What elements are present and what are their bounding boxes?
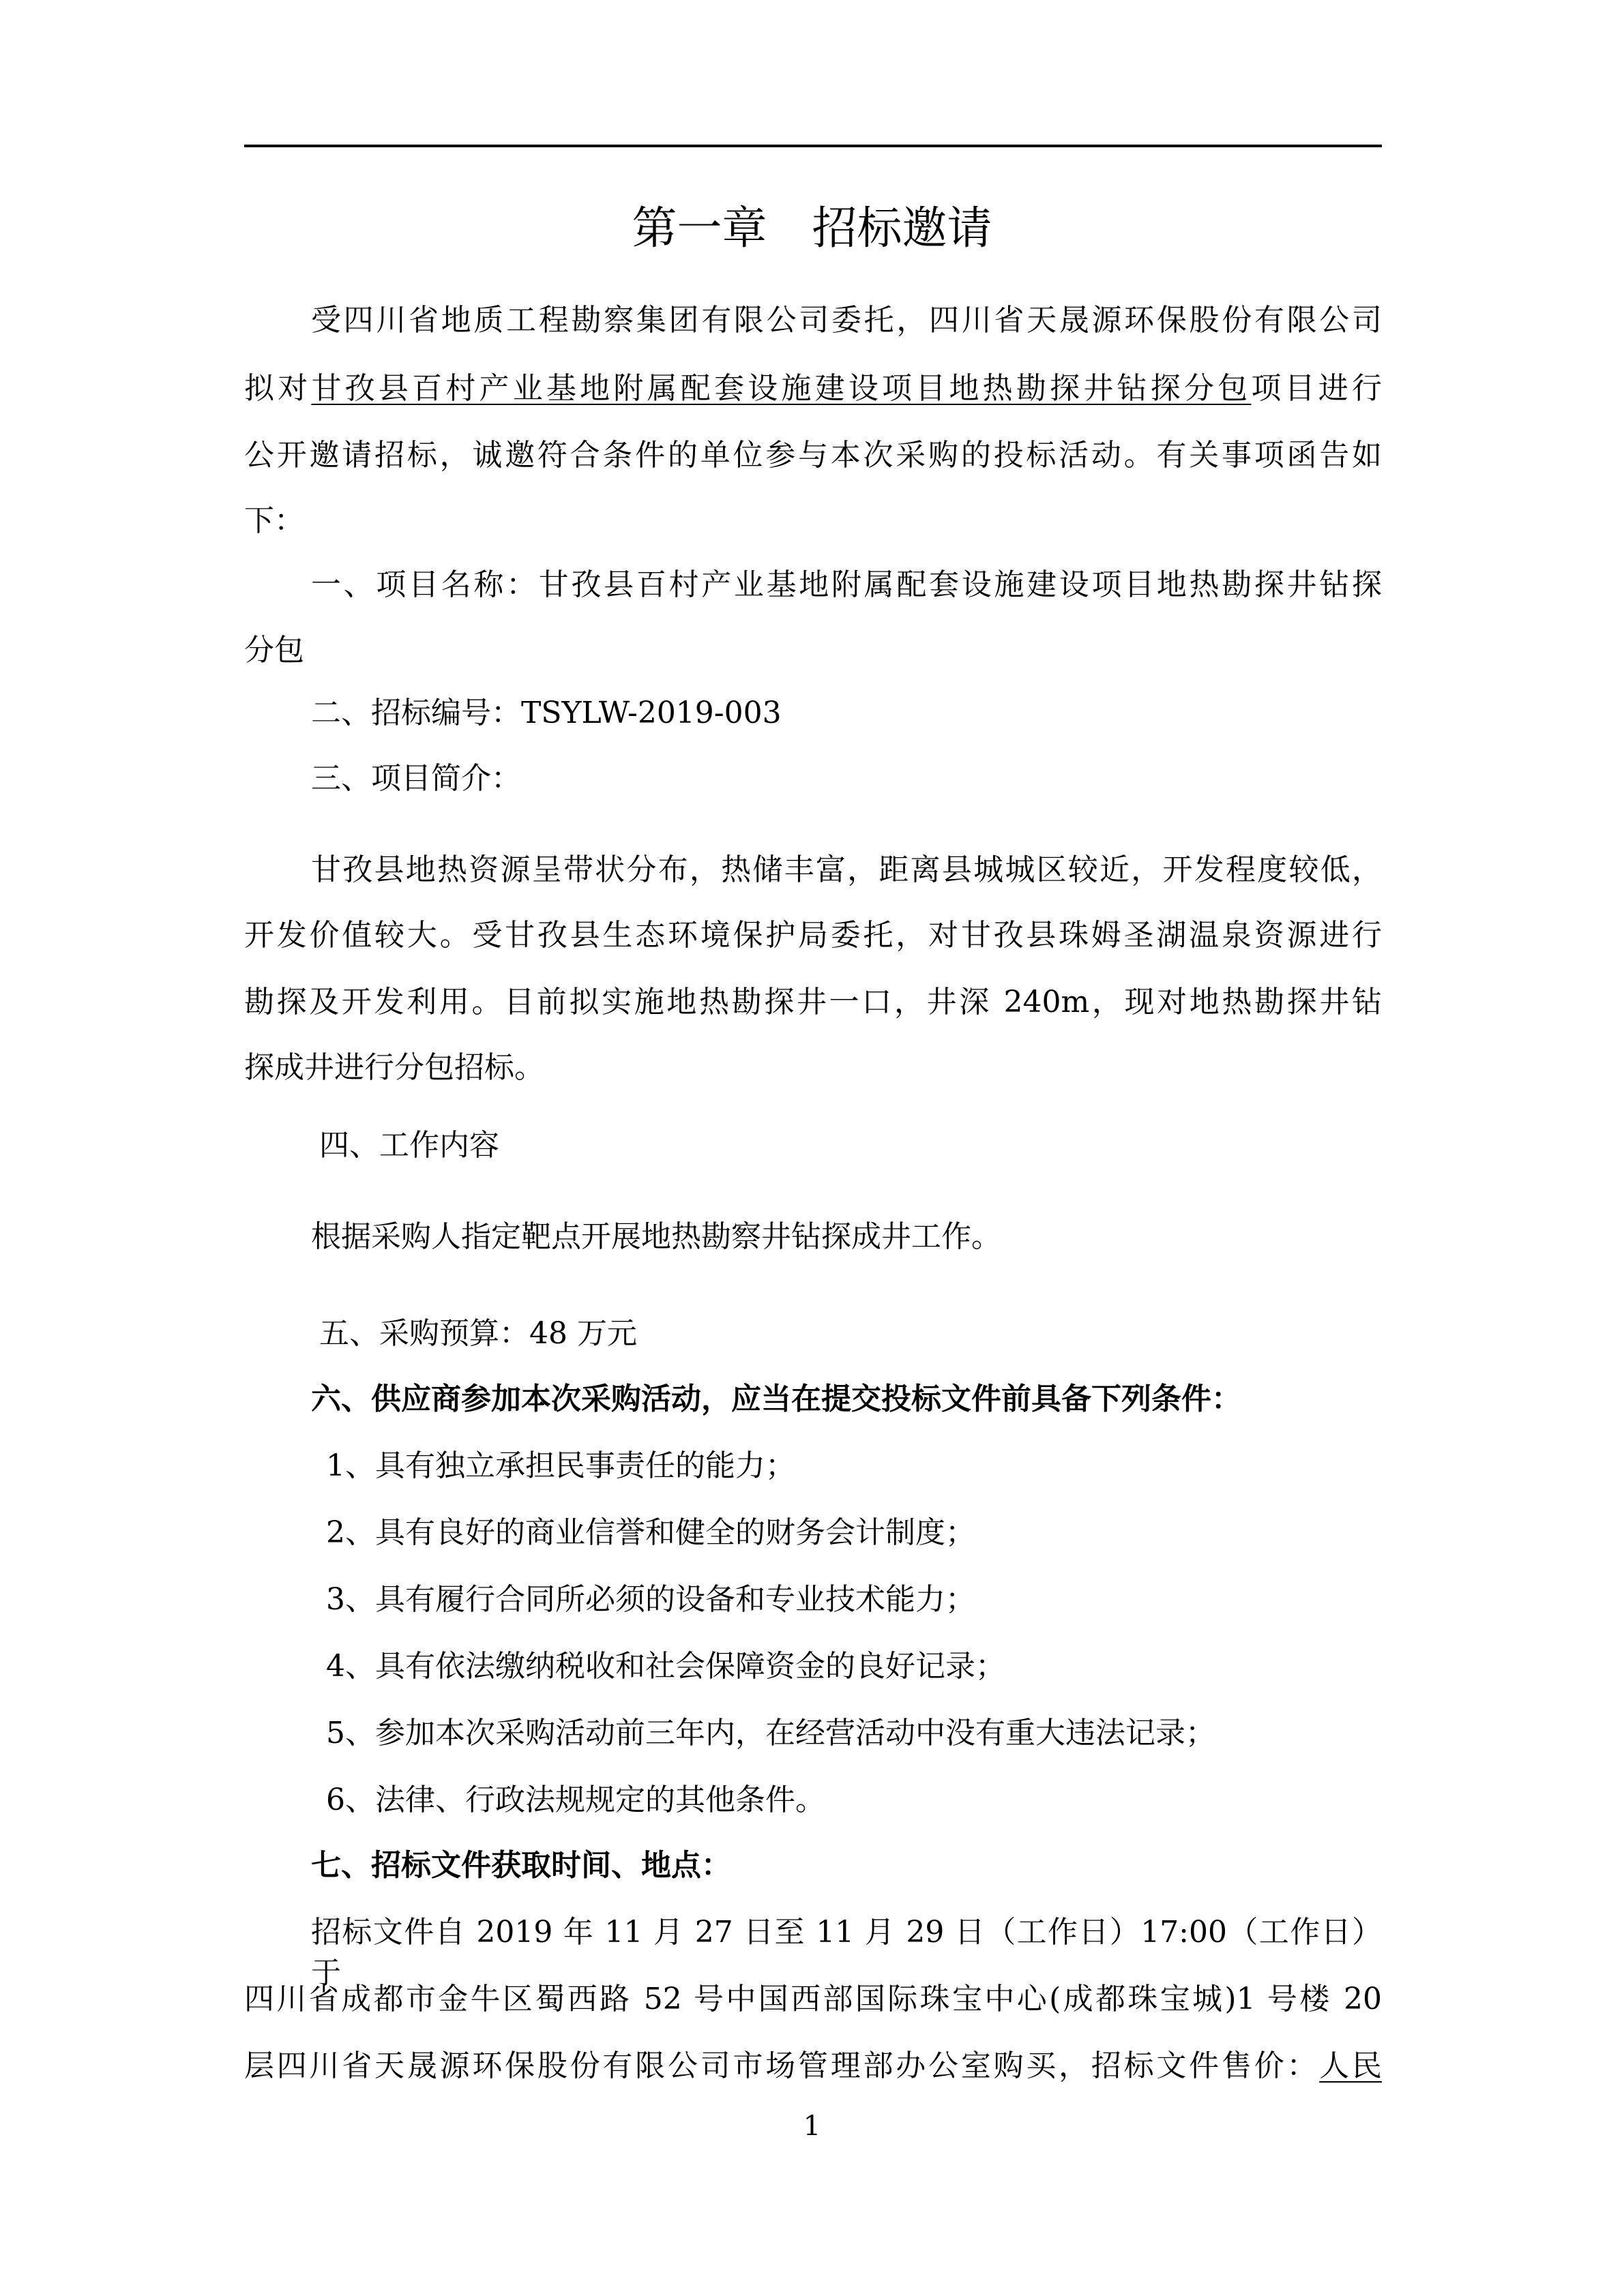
section-5-budget: 五、采购预算：48 万元 bbox=[319, 1316, 637, 1351]
condition-item: 5、参加本次采购活动前三年内，在经营活动中没有重大违法记录； bbox=[326, 1716, 1215, 1750]
condition-item: 3、具有履行合同所必须的设备和专业技术能力； bbox=[326, 1582, 975, 1617]
section-3-body-line-4: 探成井进行分包招标。 bbox=[244, 1050, 544, 1085]
intro-line-3: 公开邀请招标，诚邀符合条件的单位参与本次采购的投标活动。有关事项函告如 bbox=[244, 438, 1382, 473]
intro-line-2 bbox=[244, 368, 1382, 409]
condition-item: 2、具有良好的商业信誉和健全的财务会计制度； bbox=[326, 1515, 975, 1550]
condition-item: 4、具有依法缴纳税收和社会保障资金的良好记录； bbox=[326, 1649, 1005, 1684]
section-7-body-line-2: 四川省成都市金牛区蜀西路 52 号中国西部国际珠宝中心(成都珠宝城)1 号楼 20 bbox=[244, 1982, 1382, 2016]
section-4-heading: 四、工作内容 bbox=[319, 1128, 499, 1163]
chapter-number: 第一章 bbox=[632, 202, 767, 254]
price-underlined: 人民 bbox=[1319, 2048, 1382, 2083]
section-3-body-line-2: 开发价值较大。受甘孜县生态环境保护局委托，对甘孜县珠姆圣湖温泉资源进行 bbox=[244, 918, 1382, 953]
section-3-body-line-3: 勘探及开发利用。目前拟实施地热勘探井一口，井深 240m，现对地热勘探井钻 bbox=[244, 985, 1382, 1019]
section-7-body-line-1: 招标文件自 2019 年 11 月 27 日至 11 月 29 日（工作日）17:00（工作日）于 bbox=[311, 1915, 1382, 1991]
section-3-body-line-1: 甘孜县地热资源呈带状分布，热储丰富，距离县城城区较近，开发程度较低， bbox=[311, 852, 1382, 887]
section-2-tender-number: 二、招标编号：TSYLW-2019-003 bbox=[311, 696, 782, 730]
section-6-heading: 六、供应商参加本次采购活动，应当在提交投标文件前具备下列条件： bbox=[311, 1382, 1241, 1416]
section-1-line-2: 分包 bbox=[244, 633, 304, 668]
condition-item: 1、具有独立承担民事责任的能力； bbox=[326, 1448, 795, 1483]
section-3-heading: 三、项目简介： bbox=[311, 761, 521, 796]
project-name-underlined: 甘孜县百村产业基地附属配套设施建设项目地热勘探井钻探分包 bbox=[311, 371, 1252, 406]
chapter-name: 招标邀请 bbox=[812, 202, 992, 254]
section-7-body-line-3 bbox=[244, 2046, 1382, 2087]
intro-line-1: 受四川省地质工程勘察集团有限公司委托，四川省天晟源环保股份有限公司 bbox=[311, 303, 1382, 338]
section-7-heading: 七、招标文件获取时间、地点： bbox=[311, 1848, 731, 1883]
page-number: 1 bbox=[803, 2111, 821, 2142]
section-1-line-1: 一、项目名称：甘孜县百村产业基地附属配套设施建设项目地热勘探井钻探 bbox=[311, 567, 1382, 602]
header-rule bbox=[244, 145, 1382, 147]
intro-line-2-prefix: 拟对 bbox=[244, 371, 312, 406]
section-4-body: 根据采购人指定靶点开展地热勘察井钻探成井工作。 bbox=[311, 1219, 1001, 1254]
section-7-body-line-3-text: 层四川省天晟源环保股份有限公司市场管理部办公室购买，招标文件售价： bbox=[244, 2048, 1320, 2083]
intro-line-2-suffix: 项目进行 bbox=[1251, 371, 1383, 406]
intro-line-4: 下： bbox=[244, 503, 304, 538]
condition-item: 6、法律、行政法规规定的其他条件。 bbox=[326, 1783, 825, 1817]
chapter-title bbox=[0, 198, 1624, 259]
